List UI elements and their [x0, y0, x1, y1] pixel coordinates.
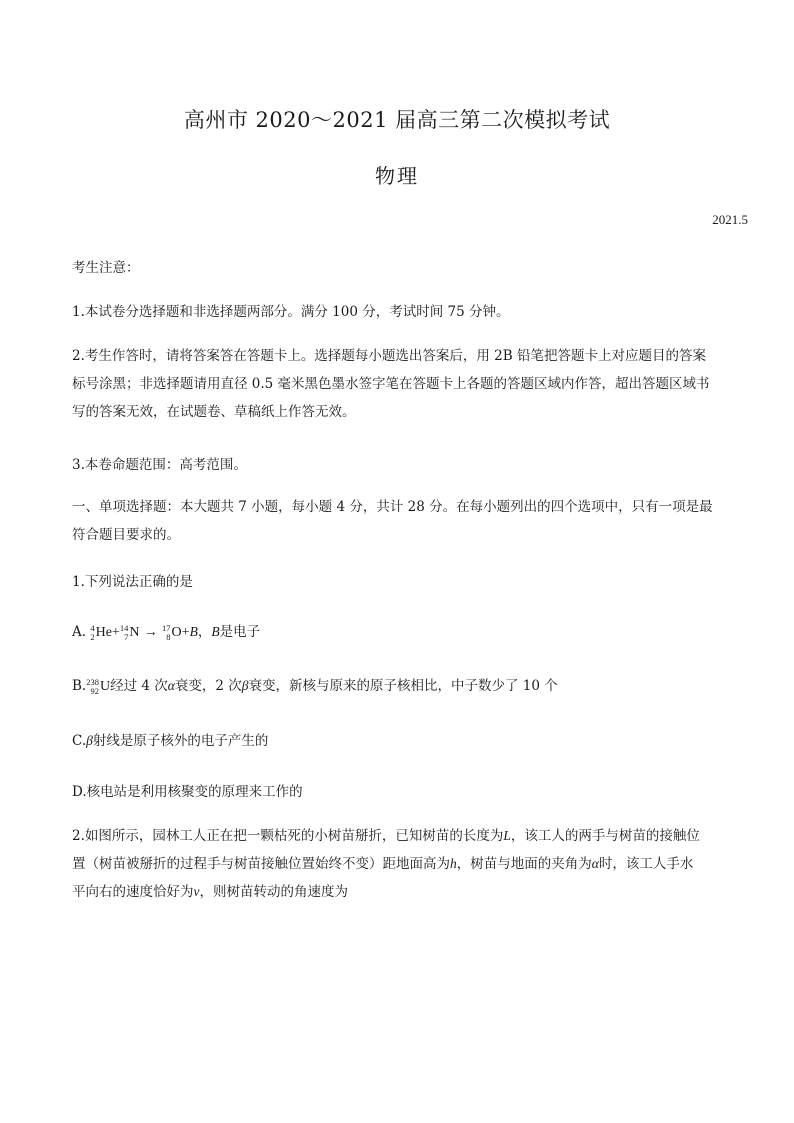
q1-option-b-text-1: 经过 4 次	[110, 678, 168, 694]
nuclide-uranium	[86, 672, 110, 701]
q1-option-a-tail: 是电子	[219, 624, 261, 640]
nitrogen-mass-number: 14	[119, 622, 129, 633]
q2-line-3-a: 平向右的速度恰好为	[72, 884, 194, 900]
var-height: h	[450, 856, 457, 871]
var-length: L	[503, 828, 511, 843]
q2-line-2	[72, 850, 752, 878]
q2-line-1	[72, 822, 752, 850]
uranium-symbol: U	[99, 679, 111, 694]
notice-item-3: 3.本卷命题范围：高考范围。	[72, 457, 247, 473]
nuclide-helium	[90, 618, 112, 647]
helium-mass-number: 4	[90, 622, 95, 633]
q2-line-1-a: 2.如图所示，园林工人正在把一颗枯死的小树苗掰折，已知树苗的长度为	[72, 828, 504, 844]
reaction-arrow: →	[143, 625, 158, 640]
comma: ，	[197, 624, 212, 640]
particle-b-ref: B	[211, 624, 220, 639]
oxygen-symbol: O	[171, 625, 182, 640]
notice-heading: 考生注意：	[72, 260, 140, 276]
oxygen-mass-number: 17	[162, 622, 171, 633]
helium-symbol: He	[95, 625, 112, 640]
uranium-mass-number: 238	[86, 676, 99, 687]
q1-option-a-prefix: A.	[72, 624, 87, 640]
section-1-line-1: 一、单项选择题：本大题共 7 小题，每小题 4 分，共计 28 分。在每小题列出的四个选项中，只有一项是最	[72, 499, 713, 515]
var-angle: α	[591, 856, 599, 871]
exam-title: 高州市 2020～2021 届高三第二次模拟考试	[183, 108, 611, 132]
section-1-heading	[72, 493, 752, 549]
q2-line-2-b: ，树苗与地面的夹角为	[456, 856, 592, 872]
oxygen-charge-number: 8	[166, 631, 171, 642]
q1-option-c-prefix: C.	[72, 733, 87, 749]
nitrogen-charge-number: 7	[124, 631, 129, 642]
beta-symbol: β	[86, 733, 93, 748]
q1-option-c	[72, 727, 752, 755]
q1-option-a	[72, 618, 752, 647]
alpha-symbol: α	[167, 678, 175, 693]
plus-sign: +	[111, 625, 120, 640]
q2-line-1-b: ，该工人的两手与树苗的接触位	[510, 828, 700, 844]
q2-line-2-c: 时，该工人手水	[598, 856, 694, 872]
particle-b: B	[189, 624, 198, 639]
q2-line-3-b: ，则树苗转动的角速度为	[199, 884, 348, 900]
var-velocity: v	[193, 884, 200, 899]
notice-item-2-line-2: 标号涂黑；非选择题请用直径 0.5 毫米黑色墨水签字笔在答题卡上各题的答题区域内作答，超出答题区域书	[72, 376, 710, 392]
q2-line-3	[72, 878, 752, 906]
nitrogen-symbol: N	[129, 625, 140, 640]
q1-option-c-text: 射线是原子核外的电子产生的	[92, 733, 269, 749]
subject-title: 物理	[375, 164, 419, 188]
q1-option-b-text-3: 衰变，新核与原来的原子核相比，中子数少了 10 个	[248, 678, 558, 694]
q1-option-b	[72, 672, 752, 701]
q1-stem: 1.下列说法正确的是	[72, 574, 193, 590]
section-1-line-2: 符合题目要求的。	[72, 527, 180, 543]
q1-option-d: D.核电站是利用核聚变的原理来工作的	[72, 784, 303, 800]
helium-charge-number: 2	[90, 631, 95, 642]
beta-symbol: β	[241, 678, 249, 693]
q1-option-b-text-2: 衰变，2 次	[174, 678, 242, 694]
notice-item-2-line-3: 写的答案无效，在试题卷、草稿纸上作答无效。	[72, 404, 356, 420]
nuclide-nitrogen	[120, 618, 140, 647]
plus-sign: +	[181, 625, 190, 640]
q2-stem	[72, 822, 752, 906]
q2-line-2-a: 置（树苗被掰折的过程手与树苗接触位置始终不变）距地面高为	[72, 856, 450, 872]
notice-item-1: 1.本试卷分选择题和非选择题两部分。满分 100 分，考试时间 75 分钟。	[72, 304, 510, 320]
notice-item-2	[72, 342, 752, 426]
uranium-charge-number: 92	[90, 685, 99, 696]
notice-item-2-line-1: 2.考生作答时，请将答案答在答题卡上。选择题每小题选出答案后，用 2B 铅笔把答题卡上对应题目的答案	[72, 348, 706, 364]
q1-option-b-prefix: B.	[72, 678, 87, 694]
exam-date: 2021.5	[712, 212, 748, 227]
nuclide-oxygen	[162, 618, 182, 647]
